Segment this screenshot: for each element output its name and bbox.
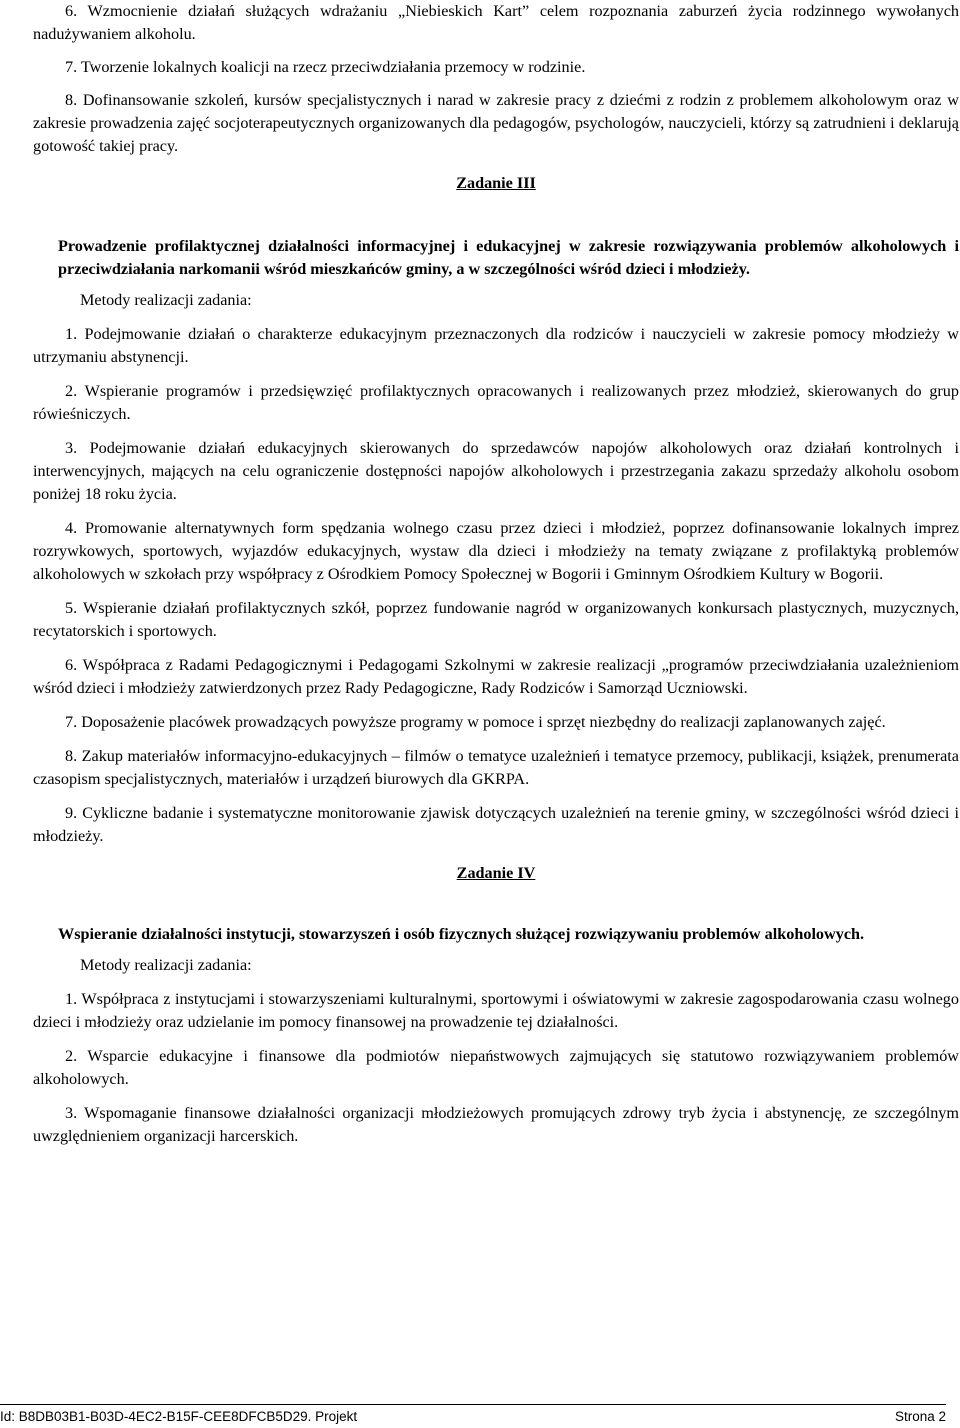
task-3-methods-label: Metody realizacji zadania:: [80, 291, 252, 309]
task-3-item-2: 2. Wspieranie programów i przedsięwzięć profilaktycznych opracowanych i realizowanych przez młodzież, skierowanych do grup rówieśniczych.: [33, 382, 959, 423]
task-3-item-4: 4. Promowanie alternatywnych form spędzania wolnego czasu przez dzieci i młodzież, poprzez dofinansowanie lokalnych imprez rozrywkowych, sportowych, wyjazdów edukacyjnych, wystaw dla dzieci i młodzieży na tematy związane z profilaktyką problemów alkoholowych w szkołach przy współpracy z Ośrodkiem Pomocy Społecznej w Bogorii i Gminnym Ośrodkiem Kultury w Bogorii.: [33, 519, 959, 583]
task-3-lead: Prowadzenie profilaktycznej działalności informacyjnej i edukacyjnej w zakresie rozwiązywania problemów alkoholowych i przeciwdziałania narkomanii wśród mieszkańców gminy, a w szczególności wśród dzieci i młodzieży.: [58, 237, 959, 278]
document-page: [33, 0, 959, 1148]
task-3-item-7: 7. Doposażenie placówek prowadzących powyższe programy w pomoce i sprzęt niezbędny do realizacji zaplanowanych zajęć.: [65, 713, 886, 731]
task-4-item-3: 3. Wspomaganie finansowe działalności organizacji młodzieżowych promujących zdrowy tryb życia i abstynencję, ze szczególnym uwzględnieniem organizacji harcerskich.: [33, 1104, 959, 1145]
task-3-item-1: 1. Podejmowanie działań o charakterze edukacyjnym przeznaczonych dla rodziców i nauczycieli w zakresie pomocy młodzieży w utrzymaniu abstynencji.: [33, 325, 959, 366]
paragraph-item-8: 8. Dofinansowanie szkoleń, kursów specjalistycznych i narad w zakresie pracy z dziećmi z rodzin z problemem alkoholowym oraz w zakresie prowadzenia zajęć socjoterapeutycznych organizowanych dla pedagogów, psychologów, nauczycieli, którzy są zatrudnieni i deklarują gotowość takiej pracy.: [33, 91, 959, 155]
task-4-heading: Zadanie IV: [456, 864, 536, 882]
task-3-item-3: 3. Podejmowanie działań edukacyjnych skierowanych do sprzedawców napojów alkoholowych oraz działań kontrolnych i interwencyjnych, mających na celu ograniczenie dostępności napojów alkoholowych i przestrzegania zakazu sprzedaży alkoholu osobom poniżej 18 roku życia.: [33, 439, 959, 503]
page-number: Strona 2: [894, 1409, 946, 1424]
page-footer: [0, 1409, 946, 1425]
task-4-item-2: 2. Wsparcie edukacyjne i finansowe dla podmiotów niepaństwowych zajmujących się statutowo rozwiązywaniem problemów alkoholowych.: [33, 1047, 959, 1088]
footer-divider: [0, 1404, 946, 1405]
task-3-item-6: 6. Współpraca z Radami Pedagogicznymi i Pedagogami Szkolnymi w zakresie realizacji „programów przeciwdziałania uzależnieniom wśród dzieci i młodzieży zatwierdzonych przez Rady Pedagogiczne, Rady Rodziców i Samorząd Uczniowski.: [33, 656, 959, 697]
task-3-item-5: 5. Wspieranie działań profilaktycznych szkół, poprzez fundowanie nagród w organizowanych konkursach plastycznych, muzycznych, recytatorskich i sportowych.: [33, 599, 959, 640]
task-4-lead: Wspieranie działalności instytucji, stowarzyszeń i osób fizycznych służącej rozwiązywaniu problemów alkoholowych.: [58, 925, 865, 943]
paragraph-item-6: 6. Wzmocnienie działań służących wdrażaniu „Niebieskich Kart” celem rozpoznania zaburzeń życia rodzinnego wywołanych nadużywaniem alkoholu.: [33, 2, 959, 43]
task-3-item-9: 9. Cykliczne badanie i systematyczne monitorowanie zjawisk dotyczących uzależnień na terenie gminy, w szczególności wśród dzieci i młodzieży.: [33, 804, 959, 845]
document-id: Id: B8DB03B1-B03D-4EC2-B15F-CEE8DFCB5D29. Projekt: [0, 1409, 358, 1424]
task-3-heading-wrap: [33, 172, 959, 195]
task-4-item-1: 1. Współpraca z instytucjami i stowarzyszeniami kulturalnymi, sportowymi i oświatowymi w zakresie zagospodarowania czasu wolnego dzieci i młodzieży oraz udzielanie im pomocy finansowej na prowadzenie tej działalności.: [33, 990, 959, 1031]
task-4-methods-label: Metody realizacji zadania:: [80, 956, 252, 974]
task-3-item-8: 8. Zakup materiałów informacyjno-edukacyjnych – filmów o tematyce uzależnień i tematyce przemocy, publikacji, książek, prenumerata czasopism specjalistycznych, materiałów i urządzeń biurowych dla GKRPA.: [33, 747, 959, 788]
paragraph-item-7: 7. Tworzenie lokalnych koalicji na rzecz przeciwdziałania przemocy w rodzinie.: [65, 58, 586, 76]
task-3-heading: Zadanie III: [456, 174, 536, 192]
task-4-heading-wrap: [33, 862, 959, 885]
